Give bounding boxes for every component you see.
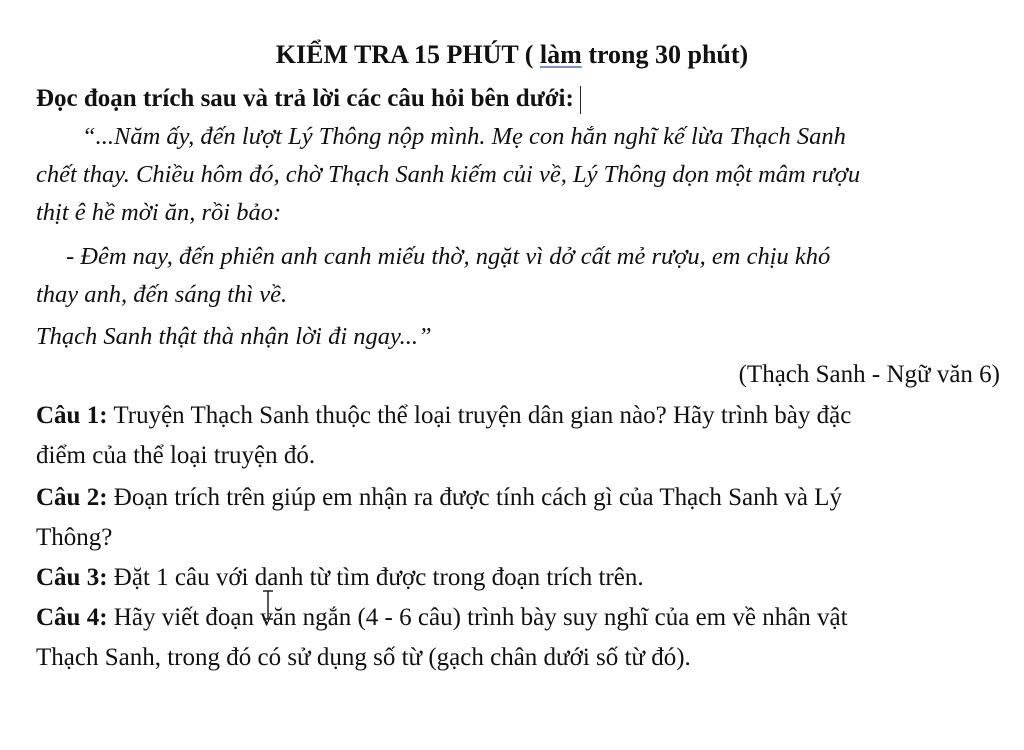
- passage-line-5: thay anh, đến sáng thì về.: [36, 281, 288, 308]
- title-text-before: KIỂM TRA 15 PHÚT (: [275, 40, 540, 69]
- passage-line-1: “...Năm ấy, đến lượt Lý Thông nộp mình. Mẹ con hắn nghĩ kế lừa Thạch Sanh: [82, 123, 846, 150]
- question-2-line-2: Thông?: [36, 524, 113, 551]
- question-3-label: Câu 3:: [36, 564, 108, 591]
- title-text-after: trong 30 phút): [581, 40, 749, 69]
- instruction-heading: [36, 82, 581, 116]
- question-4-label: Câu 4:: [36, 604, 108, 631]
- question-4-text: Hãy viết đoạn văn ngắn (4 - 6 câu) trình bày suy nghĩ của em về nhân vật: [107, 604, 848, 631]
- passage-line-2: chết thay. Chiều hôm đó, chờ Thạch Sanh kiếm củi về, Lý Thông dọn một mâm rượu: [36, 161, 861, 188]
- passage-line-4: - Đêm nay, đến phiên anh canh miếu thờ, ngặt vì dở cất mẻ rượu, em chịu khó: [66, 243, 831, 270]
- text-cursor-caret: [580, 86, 581, 114]
- question-2-line-1: [36, 478, 1006, 518]
- ibeam-cursor-icon: [262, 590, 274, 620]
- question-1-label: Câu 1:: [36, 402, 108, 429]
- passage-line-6: Thạch Sanh thật thà nhận lời đi ngay...”: [36, 323, 432, 350]
- question-1-text: Truyện Thạch Sanh thuộc thể loại truyện dân gian nào? Hãy trình bày đặc: [107, 402, 852, 429]
- question-2-text: Đoạn trích trên giúp em nhận ra được tính cách gì của Thạch Sanh và Lý: [107, 484, 842, 511]
- question-4-line-1: [36, 598, 1006, 638]
- passage-line-3: thịt ê hề mời ăn, rồi bảo:: [36, 199, 282, 226]
- question-1-line-1: [36, 396, 1006, 436]
- question-2-label: Câu 2:: [36, 484, 108, 511]
- question-1-line-2: điểm của thể loại truyện đó.: [36, 442, 316, 469]
- question-3-line-1: [36, 558, 1006, 598]
- question-4-line-2: Thạch Sanh, trong đó có sử dụng số từ (gạch chân dưới số từ đó).: [36, 644, 691, 671]
- page-title: [0, 38, 1024, 72]
- source-citation: (Thạch Sanh - Ngữ văn 6): [738, 361, 1000, 388]
- instruction-text: Đọc đoạn trích sau và trả lời các câu hỏi bên dưới:: [36, 85, 574, 112]
- question-3-text: Đặt 1 câu với danh từ tìm được trong đoạn trích trên.: [107, 564, 644, 591]
- title-text-underlined: làm: [539, 40, 582, 69]
